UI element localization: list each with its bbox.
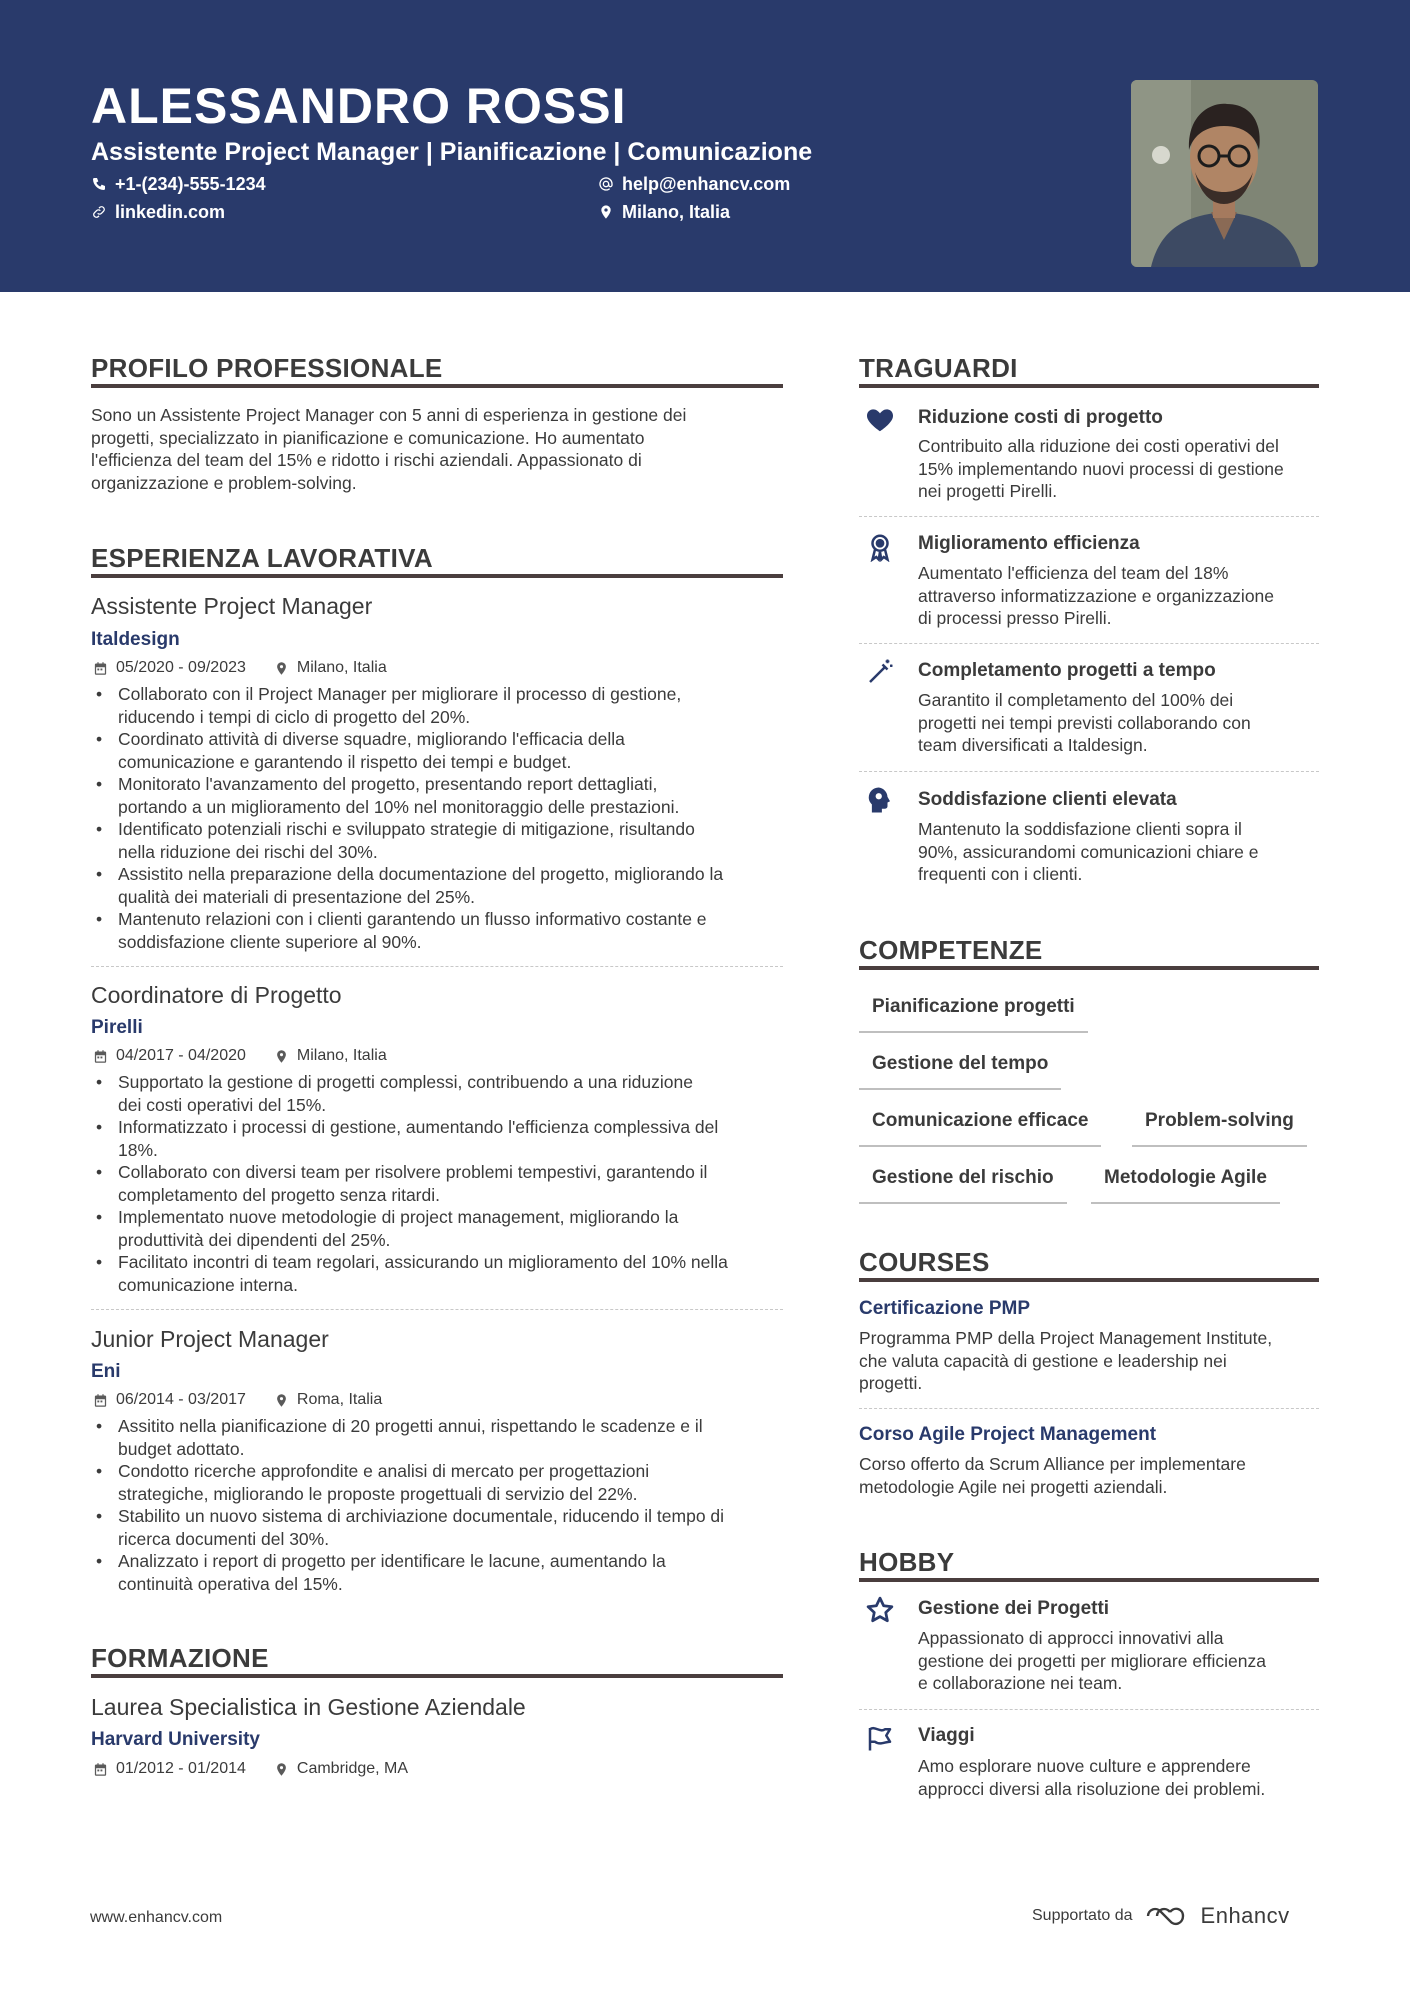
profile-line: l'efficienza del team del 15% e ridotto i rischi aziendali. Appassionato di — [91, 450, 642, 470]
list-item: • Implementato nuove metodologie di project management, migliorando la produttività dei dipendenti del 25%. — [91, 1206, 791, 1251]
list-item: • Monitorato l'avanzamento del progetto, presentando report dettagliati, portando a un miglioramento del 10% nel monitoraggio delle prestazioni. — [91, 773, 791, 818]
map-pin-icon — [274, 1762, 289, 1777]
candidate-subtitle: Assistente Project Manager | Pianificazione | Comunicazione — [91, 138, 813, 166]
calendar-icon — [93, 1393, 108, 1408]
hobby-title: Viaggi — [918, 1725, 975, 1746]
skill-tag: Pianificazione progetti — [859, 995, 1088, 1033]
phone-icon — [91, 176, 107, 192]
experience-rule — [91, 574, 783, 578]
skill-tag: Gestione del rischio — [859, 1166, 1067, 1204]
list-item: • Supportato la gestione di progetti complessi, contribuendo a una riduzione dei costi operativi del 15%. — [91, 1071, 791, 1116]
divider — [91, 966, 783, 967]
job-location — [274, 1046, 387, 1066]
brand-name: Enhancv — [1200, 1903, 1290, 1928]
list-item: • Assitito nella pianificazione di 20 progetti annui, rispettando le scadenze e il budget adottato. — [91, 1415, 791, 1460]
footer-branding — [1032, 1903, 1290, 1929]
linkedin-text[interactable]: linkedin.com — [115, 202, 226, 222]
candidate-name: ALESSANDRO ROSSI — [91, 78, 627, 134]
calendar-icon — [93, 661, 108, 676]
degree-title: Laurea Specialistica in Gestione Aziendale — [91, 1694, 526, 1720]
email-text[interactable]: help@enhancv.com — [622, 174, 791, 194]
job-company: Pirelli — [91, 1017, 143, 1038]
profile-rule — [91, 384, 783, 388]
job-location — [274, 658, 387, 678]
course-description: Programma PMP della Project Management Institute, che valuta capacità di gestione e leadership nei progetti. — [859, 1328, 1273, 1393]
achievement-title: Soddisfazione clienti elevata — [918, 789, 1177, 810]
hobbies-rule — [859, 1578, 1319, 1582]
enhancv-logo-icon — [1145, 1903, 1195, 1929]
magic-wand-icon — [865, 657, 895, 687]
course-description: Corso offerto da Scrum Alliance per implementare metodologie Agile nei progetti aziendali. — [859, 1454, 1246, 1497]
achievement-title: Miglioramento efficienza — [918, 533, 1140, 554]
map-pin-icon — [274, 1393, 289, 1408]
linkedin-contact[interactable] — [91, 200, 225, 224]
list-item: • Condotto ricerche approfondite e analisi di mercato per progettazioni strategiche, migliorando le proposte progettuali di servizio del 22%. — [91, 1460, 791, 1505]
job-location-text: Milano, Italia — [296, 659, 387, 676]
courses-rule — [859, 1278, 1319, 1282]
phone-text: +1-(234)-555-1234 — [115, 174, 266, 194]
award-icon — [865, 532, 895, 562]
skill-tag: Comunicazione efficace — [859, 1109, 1101, 1147]
job-meta — [93, 658, 387, 678]
location-contact — [598, 200, 730, 224]
course-title: Certificazione PMP — [859, 1298, 1031, 1319]
list-item: • Facilitato incontri di team regolari, assicurando un miglioramento del 10% nella comunicazione interna. — [91, 1251, 791, 1296]
achievement-title: Riduzione costi di progetto — [918, 407, 1163, 428]
list-item: • Assistito nella preparazione della documentazione del progetto, migliorando la qualità dei materiali di presentazione del 25%. — [91, 863, 791, 908]
job-company: Italdesign — [91, 629, 180, 650]
star-icon — [865, 1595, 895, 1625]
job-meta — [93, 1390, 382, 1410]
map-pin-icon — [274, 661, 289, 676]
job-bullets — [91, 1415, 791, 1595]
profile-summary — [91, 404, 783, 494]
email-contact[interactable] — [598, 172, 790, 196]
profile-photo — [1131, 80, 1318, 267]
job-dates: 04/2017 - 04/2020 — [116, 1047, 246, 1064]
hobby-description: Appassionato di approcci innovativi alla gestione dei progetti per migliorare efficienza e collaborazione nei team. — [918, 1628, 1266, 1693]
calendar-icon — [93, 1049, 108, 1064]
link-icon — [91, 204, 107, 220]
calendar-icon — [93, 1762, 108, 1777]
list-item: • Analizzato i report di progetto per identificare le lacune, aumentando la continuità operativa del 15%. — [91, 1550, 791, 1595]
skill-tag: Metodologie Agile — [1091, 1166, 1280, 1204]
profile-line: progetti, specializzato in pianificazione e comunicazione. Ho aumentato — [91, 427, 645, 448]
at-icon — [598, 176, 614, 192]
education-dates: 01/2012 - 01/2014 — [116, 1760, 246, 1777]
achievement-description: Aumentato l'efficienza del team del 18% attraverso informatizzazione e organizzazione di processi presso Pirelli. — [918, 563, 1275, 628]
job-bullets — [91, 683, 791, 953]
job-location-text: Roma, Italia — [296, 1391, 383, 1408]
achievement-description: Mantenuto la soddisfazione clienti sopra il 90%, assicurandomi comunicazioni chiare e frequenti con i clienti. — [918, 819, 1259, 884]
head-icon — [865, 785, 895, 815]
job-location-text: Milano, Italia — [296, 1047, 387, 1064]
achievement-title: Completamento progetti a tempo — [918, 660, 1216, 681]
school-name: Harvard University — [91, 1729, 260, 1750]
divider — [859, 1408, 1319, 1409]
job-role: Assistente Project Manager — [91, 593, 373, 619]
achievements-rule — [859, 384, 1319, 388]
education-section-title: FORMAZIONE — [91, 1643, 269, 1673]
profile-line: organizzazione e problem-solving. — [91, 472, 357, 493]
experience-section-title: ESPERIENZA LAVORATIVA — [91, 543, 433, 573]
divider — [859, 771, 1319, 772]
divider — [91, 1309, 783, 1310]
courses-section-title: COURSES — [859, 1247, 990, 1277]
list-item: • Identificato potenziali rischi e sviluppato strategie di mitigazione, risultando nella riduzione dei rischi del 30%. — [91, 818, 791, 863]
footer-website[interactable]: www.enhancv.com — [90, 1909, 223, 1926]
list-item: • Stabilito un nuovo sistema di archiviazione documentale, riducendo il tempo di ricerca documenti del 30%. — [91, 1505, 791, 1550]
job-location — [274, 1390, 382, 1410]
achievement-description: Garantito il completamento del 100% dei progetti nei tempi previsti collaborando con team diversificati a Italdesign. — [918, 690, 1251, 755]
job-role: Junior Project Manager — [91, 1326, 329, 1352]
job-dates: 05/2020 - 09/2023 — [116, 659, 246, 676]
profile-section-title: PROFILO PROFESSIONALE — [91, 353, 443, 383]
skill-tag: Problem-solving — [1132, 1109, 1307, 1147]
profile-line: Sono un Assistente Project Manager con 5 anni di esperienza in gestione dei — [91, 405, 687, 425]
flag-icon — [865, 1723, 895, 1753]
hobby-title: Gestione dei Progetti — [918, 1598, 1110, 1619]
divider — [859, 643, 1319, 644]
education-rule — [91, 1674, 783, 1678]
divider — [859, 516, 1319, 517]
education-location-text: Cambridge, MA — [296, 1760, 409, 1777]
skills-rule — [859, 966, 1319, 970]
achievements-section-title: TRAGUARDI — [859, 353, 1018, 383]
skills-section-title: COMPETENZE — [859, 935, 1043, 965]
heart-icon — [865, 405, 895, 435]
achievement-description: Contribuito alla riduzione dei costi operativi del 15% implementando nuovi processi di gestione nei progetti Pirelli. — [918, 436, 1284, 501]
education-location — [274, 1759, 408, 1779]
header — [0, 0, 1410, 292]
list-item: • Collaborato con diversi team per risolvere problemi tempestivi, garantendo il completamento del progetto senza ritardi. — [91, 1161, 791, 1206]
job-bullets — [91, 1071, 791, 1296]
powered-by-text: Supportato da — [1032, 1907, 1133, 1924]
list-item: • Mantenuto relazioni con i clienti garantendo un flusso informativo costante e soddisfazione cliente superiore al 90%. — [91, 908, 791, 953]
map-pin-icon — [274, 1049, 289, 1064]
list-item: • Collaborato con il Project Manager per migliorare il processo di gestione, riducendo i tempi di ciclo di progetto del 20%. — [91, 683, 791, 728]
job-company: Eni — [91, 1361, 121, 1382]
skill-tag: Gestione del tempo — [859, 1052, 1061, 1090]
education-meta — [93, 1759, 408, 1779]
job-role: Coordinatore di Progetto — [91, 982, 342, 1008]
phone-contact — [91, 172, 266, 196]
map-pin-icon — [598, 204, 614, 220]
hobby-description: Amo esplorare nuove culture e apprendere approcci diversi alla risoluzione dei problemi. — [918, 1756, 1266, 1799]
location-text: Milano, Italia — [622, 202, 731, 222]
list-item: • Coordinato attività di diverse squadre, migliorando l'efficacia della comunicazione e garantendo il rispetto dei tempi e budget. — [91, 728, 791, 773]
hobbies-section-title: HOBBY — [859, 1547, 955, 1577]
course-title: Corso Agile Project Management — [859, 1424, 1157, 1445]
job-dates: 06/2014 - 03/2017 — [116, 1391, 246, 1408]
list-item: • Informatizzato i processi di gestione, aumentando l'efficienza complessiva del 18%. — [91, 1116, 791, 1161]
divider — [859, 1709, 1319, 1710]
job-meta — [93, 1046, 387, 1066]
